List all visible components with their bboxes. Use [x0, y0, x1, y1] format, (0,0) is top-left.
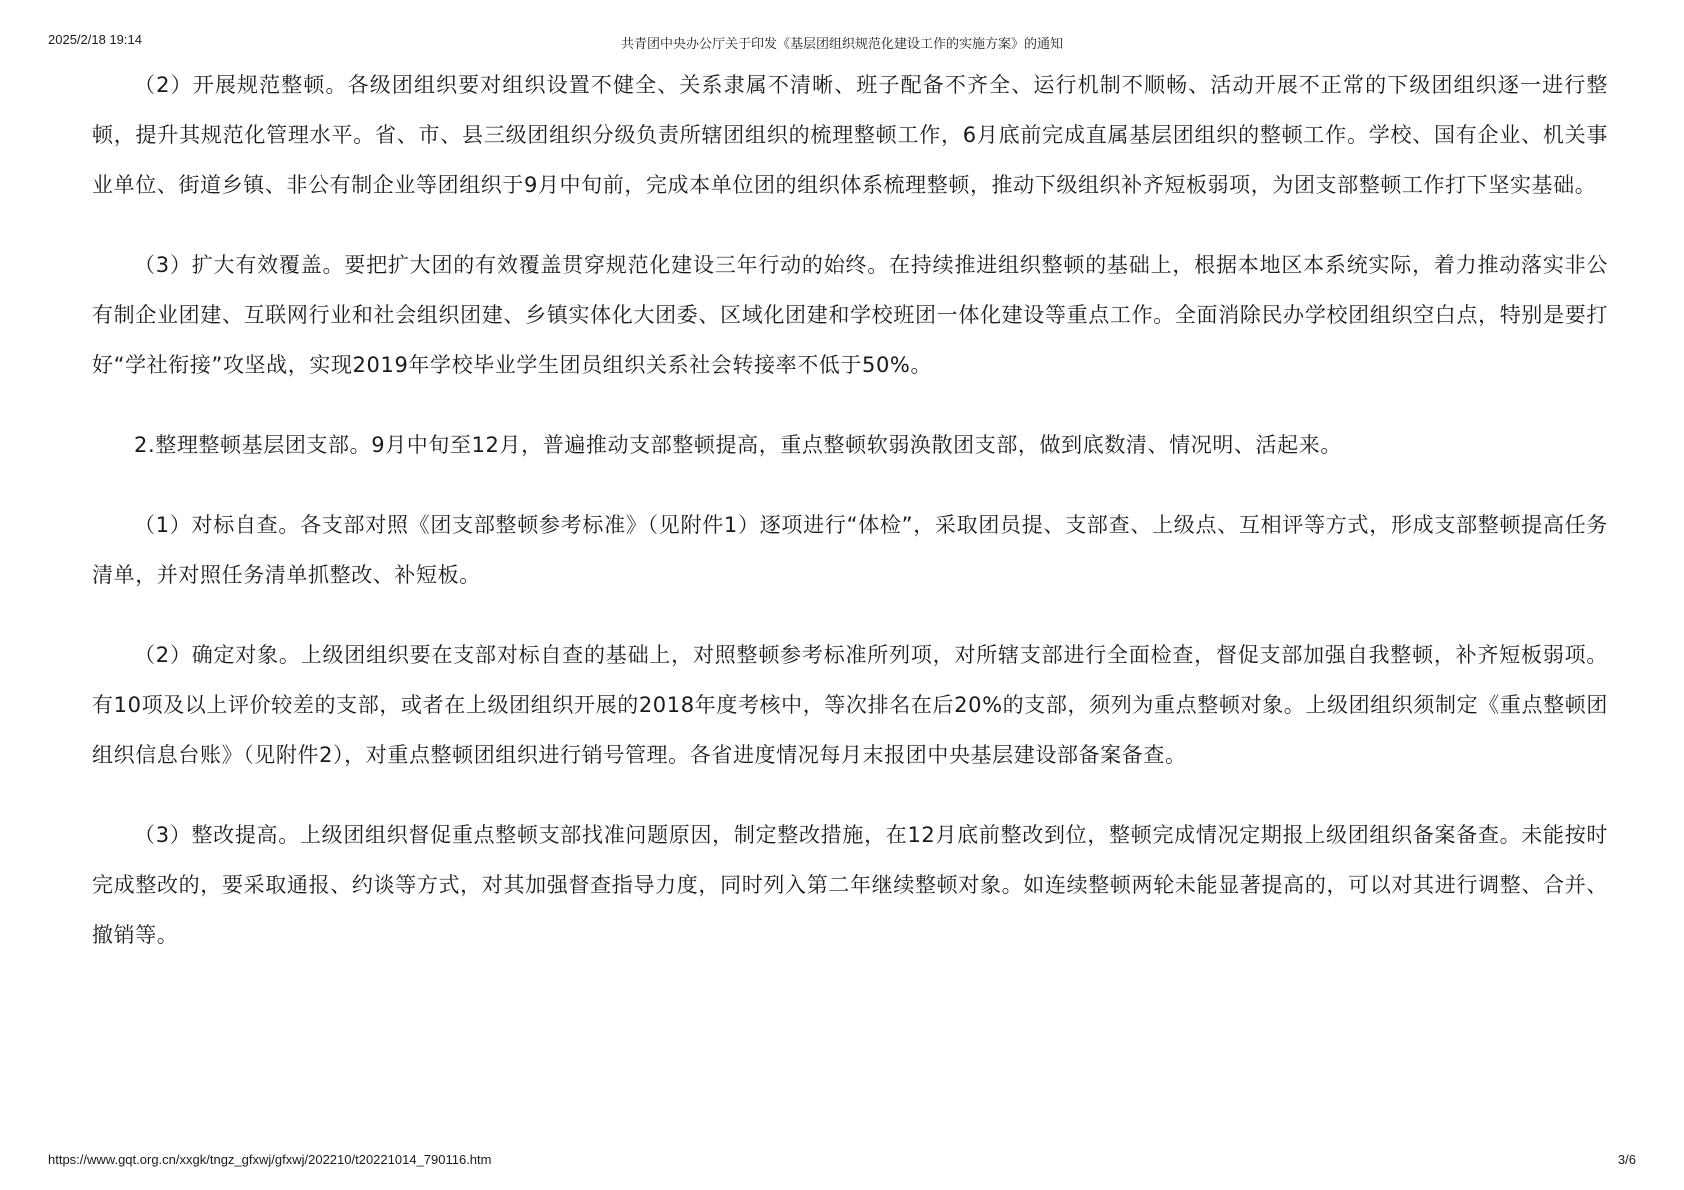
paragraph-coverage: （3）扩大有效覆盖。要把扩大团的有效覆盖贯穿规范化建设三年行动的始终。在持续推进组织整顿的基础上，根据本地区本系统实际，着力推动落实非公有制企业团建、互联网行业和社会组织团建、乡镇实体化大团委、区域化团建和学校班团一体化建设等重点工作。全面消除民办学校团组织空白点，特别是要打好“学社衔接”攻坚战，实现2019年学校毕业学生团员组织关系社会转接率不低于50%。	[92, 253, 1608, 377]
paragraph-self-check: （1）对标自查。各支部对照《团支部整顿参考标准》（见附件1）逐项进行“体检”，采取团员提、支部查、上级点、互相评等方式，形成支部整顿提高任务清单，并对照任务清单抓整改、补短板。	[92, 513, 1608, 587]
source-url: https://www.gqt.org.cn/xxgk/tngz_gfxwj/gfxwj/202210/t20221014_790116.htm	[48, 1152, 492, 1167]
print-datetime: 2025/2/18 19:14	[48, 32, 142, 47]
paragraph-rectify-improve: （3）整改提高。上级团组织督促重点整顿支部找准问题原因，制定整改措施，在12月底前整改到位，整顿完成情况定期报上级团组织备案备查。未能按时完成整改的，要采取通报、约谈等方式，对其加强督查指导力度，同时列入第二年继续整顿对象。如连续整顿两轮未能显著提高的，可以对其进行调整、合并、撤销等。	[92, 823, 1608, 947]
paragraph-standardize: （2）开展规范整顿。各级团组织要对组织设置不健全、关系隶属不清晰、班子配备不齐全、运行机制不顺畅、活动开展不正常的下级团组织逐一进行整顿，提升其规范化管理水平。省、市、县三级团组织分级负责所辖团组织的梳理整顿工作，6月底前完成直属基层团组织的整顿工作。学校、国有企业、机关事业单位、街道乡镇、非公有制企业等团组织于9月中旬前，完成本单位团的组织体系梳理整顿，推动下级组织补齐短板弱项，为团支部整顿工作打下坚实基础。	[92, 73, 1608, 197]
document-body	[92, 60, 1608, 990]
paragraph-determine-targets: （2）确定对象。上级团组织要在支部对标自查的基础上，对照整顿参考标准所列项，对所辖支部进行全面检查，督促支部加强自我整顿，补齐短板弱项。有10项及以上评价较差的支部，或者在上级团组织开展的2018年度考核中，等次排名在后20%的支部，须列为重点整顿对象。上级团组织须制定《重点整顿团组织信息台账》（见附件2），对重点整顿团组织进行销号管理。各省进度情况每月末报团中央基层建设部备案备查。	[92, 643, 1608, 767]
page-title: 共青团中央办公厅关于印发《基层团组织规范化建设工作的实施方案》的通知	[620, 37, 1063, 52]
page-number: 3/6	[1617, 1152, 1636, 1167]
paragraph-branch-rectification: 2.整理整顿基层团支部。9月中旬至12月，普遍推动支部整顿提高，重点整顿软弱涣散团支部，做到底数清、情况明、活起来。	[134, 433, 1342, 457]
